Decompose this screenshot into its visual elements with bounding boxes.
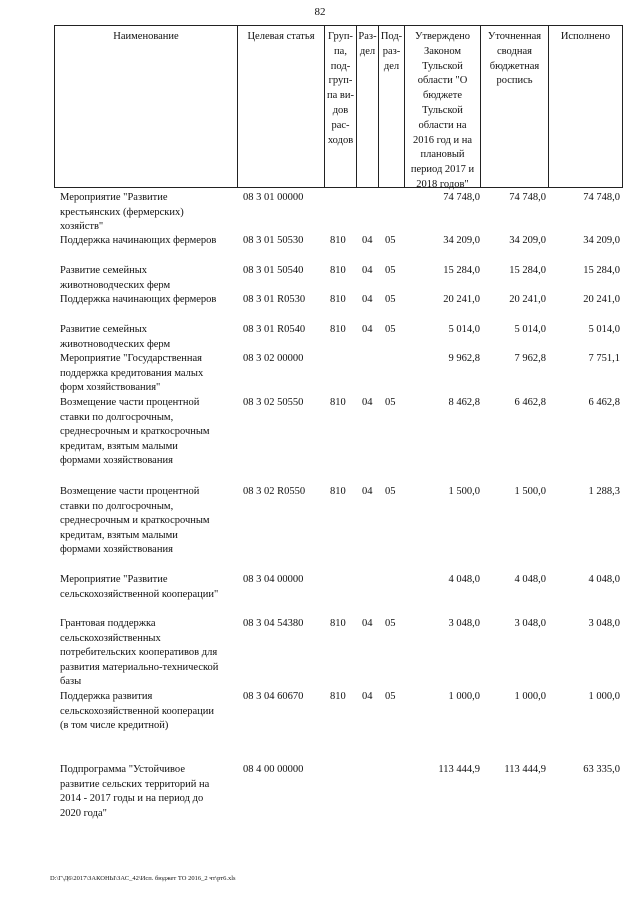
row-executed-amount: 5 014,0: [588, 324, 620, 335]
header-line: Уточненная: [487, 31, 542, 42]
row-name-line: кредитам, взятым малыми: [60, 529, 178, 541]
row-name-line: Поддержка развития: [60, 691, 153, 702]
row-refined-amount: 74 748,0: [509, 192, 546, 203]
row-name-line: Развитие семейных: [60, 324, 148, 335]
row-approved-amount: 15 284,0: [443, 265, 480, 276]
footer-file-path: D:\Г\Д6\2017\ЗАКОНЫ\ЗАС_42\Исп. бюджет ТО 2016_2 чт\рт6.xls: [50, 875, 236, 882]
row-name-line: животноводческих ферм: [60, 279, 171, 291]
row-name-line: Поддержка начинающих фермеров: [60, 294, 217, 305]
row-refined-amount: 113 444,9: [504, 764, 546, 775]
row-approved-amount: 4 048,0: [448, 574, 480, 585]
row-target-code: 08 3 01 50530: [243, 235, 304, 246]
row-name: [60, 293, 240, 308]
row-name: [60, 264, 240, 293]
header-line: Груп-: [328, 31, 353, 42]
row-subsection: 05: [385, 294, 396, 305]
header-name: Наименование: [113, 31, 179, 42]
row-refined-amount: 5 014,0: [514, 324, 546, 335]
row-name-line: Возмещение части процентной: [60, 486, 200, 497]
header-line: Утверждено: [415, 31, 470, 42]
header-line: 2016 год и на: [412, 134, 473, 146]
row-name-line: животноводческих ферм: [60, 338, 171, 350]
row-subsection: 05: [385, 691, 396, 702]
header-line: роспись: [496, 75, 533, 87]
row-target-code: 08 3 01 R0530: [243, 294, 306, 305]
row-executed-amount: 1 288,3: [588, 486, 620, 497]
row-target-code: 08 4 00 00000: [243, 764, 304, 775]
row-refined-amount: 4 048,0: [514, 574, 546, 585]
header-line: дов: [332, 104, 349, 116]
row-name: [60, 485, 240, 558]
row-name-line: потребительских кооперативов для: [60, 647, 218, 659]
row-target-code: 08 3 04 54380: [243, 618, 304, 629]
row-refined-amount: 6 462,8: [514, 397, 546, 408]
row-name-line: Поддержка начинающих фермеров: [60, 235, 217, 246]
row-section: 04: [362, 294, 373, 305]
header-line: па,: [334, 45, 347, 57]
row-executed-amount: 74 748,0: [583, 192, 620, 203]
row-subsection: 05: [385, 265, 396, 276]
header-refined-budget: [481, 30, 548, 89]
row-refined-amount: 20 241,0: [509, 294, 546, 305]
row-target-code: 08 3 01 R0540: [243, 324, 306, 335]
row-name-line: развитие сельских территорий на: [60, 778, 210, 790]
row-expense-group: 810: [330, 397, 346, 408]
row-name: [60, 352, 240, 396]
row-subsection: 05: [385, 618, 396, 629]
row-expense-group: 810: [330, 691, 346, 702]
row-executed-amount: 34 209,0: [583, 235, 620, 246]
row-refined-amount: 15 284,0: [509, 265, 546, 276]
row-name-line: 2014 - 2017 годы и на период до: [60, 793, 204, 805]
row-name-line: сельскохозяйственной кооперации: [60, 705, 215, 717]
row-executed-amount: 7 751,1: [588, 353, 620, 364]
row-name-line: сельскохозяйственных: [60, 632, 161, 644]
header-approved: [405, 30, 480, 193]
row-name-line: хозяйств": [60, 221, 104, 233]
row-name-line: 2020 года": [60, 807, 107, 819]
row-name: [60, 617, 240, 690]
row-name-line: Грантовая поддержка: [60, 618, 156, 629]
row-name-line: Возмещение части процентной: [60, 397, 200, 408]
header-line: Тульской: [422, 104, 463, 116]
row-executed-amount: 3 048,0: [588, 618, 620, 629]
row-name: [60, 396, 240, 469]
row-subsection: 05: [385, 486, 396, 497]
row-target-code: 08 3 02 50550: [243, 397, 304, 408]
row-name-line: крестьянских (фермерских): [60, 206, 184, 218]
row-section: 04: [362, 486, 373, 497]
row-target-code: 08 3 01 00000: [243, 192, 304, 203]
row-section: 04: [362, 324, 373, 335]
row-name: [60, 573, 240, 602]
header-line: бюджете: [422, 90, 463, 102]
header-line: груп-: [328, 75, 353, 87]
row-name-line: Развитие семейных: [60, 265, 148, 276]
header-executed: Исполнено: [560, 31, 611, 42]
page-number: 82: [314, 6, 326, 18]
row-refined-amount: 34 209,0: [509, 235, 546, 246]
row-target-code: 08 3 04 60670: [243, 691, 304, 702]
header-expense-group: [325, 30, 356, 148]
row-target-code: 08 3 02 00000: [243, 353, 304, 364]
header-line: области на: [418, 119, 467, 131]
header-line: плановый: [420, 149, 465, 161]
header-line: под-: [330, 60, 351, 72]
header-line: Раз-: [358, 31, 377, 42]
row-section: 04: [362, 397, 373, 408]
row-name-line: формами хозяйствования: [60, 544, 173, 556]
row-name: [60, 323, 240, 352]
row-name-line: сельскохозяйственной кооперации": [60, 588, 219, 600]
row-executed-amount: 15 284,0: [583, 265, 620, 276]
row-approved-amount: 9 962,8: [448, 353, 480, 364]
header-line: Под-: [380, 31, 403, 42]
row-name-line: Мероприятие "Государственная: [60, 353, 203, 364]
row-refined-amount: 1 000,0: [514, 691, 546, 702]
header-subsection: [379, 30, 404, 74]
row-executed-amount: 63 335,0: [583, 764, 620, 775]
row-name: [60, 234, 240, 249]
row-approved-amount: 74 748,0: [443, 192, 480, 203]
row-name-line: поддержка кредитования малых: [60, 367, 204, 379]
row-approved-amount: 113 444,9: [438, 764, 480, 775]
header-divider: [548, 25, 549, 188]
header-line: Тульской: [422, 60, 463, 72]
row-target-code: 08 3 02 R0550: [243, 486, 306, 497]
row-approved-amount: 5 014,0: [448, 324, 480, 335]
header-line: дел: [359, 45, 376, 57]
row-approved-amount: 34 209,0: [443, 235, 480, 246]
row-name-line: ставки по долгосрочным,: [60, 500, 174, 512]
row-refined-amount: 1 500,0: [514, 486, 546, 497]
row-section: 04: [362, 691, 373, 702]
row-expense-group: 810: [330, 235, 346, 246]
row-approved-amount: 20 241,0: [443, 294, 480, 305]
header-line: бюджетная: [489, 60, 540, 72]
header-line: 2018 годов": [416, 178, 469, 190]
row-name-line: кредитам, взятым малыми: [60, 440, 178, 452]
row-name-line: Мероприятие "Развитие: [60, 192, 168, 203]
row-expense-group: 810: [330, 294, 346, 305]
row-approved-amount: 8 462,8: [448, 397, 480, 408]
header-line: Законом: [423, 45, 462, 57]
row-section: 04: [362, 618, 373, 629]
header-line: дел: [383, 60, 400, 72]
row-name-line: Мероприятие "Развитие: [60, 574, 168, 585]
row-section: 04: [362, 265, 373, 276]
header-line: рас-: [331, 119, 350, 131]
row-refined-amount: 3 048,0: [514, 618, 546, 629]
row-expense-group: 810: [330, 618, 346, 629]
row-subsection: 05: [385, 397, 396, 408]
header-section: [357, 30, 378, 60]
header-target-article: Целевая статья: [247, 31, 315, 42]
row-name-line: ставки по долгосрочным,: [60, 411, 174, 423]
row-executed-amount: 4 048,0: [588, 574, 620, 585]
header-line: сводная: [497, 45, 532, 57]
header-line: ходов: [327, 134, 354, 146]
header-line: па ви-: [327, 90, 354, 102]
row-target-code: 08 3 04 00000: [243, 574, 304, 585]
row-approved-amount: 3 048,0: [448, 618, 480, 629]
row-executed-amount: 20 241,0: [583, 294, 620, 305]
header-line: период 2017 и: [410, 164, 475, 176]
row-approved-amount: 1 000,0: [448, 691, 480, 702]
header-line: раз-: [382, 45, 401, 57]
row-name-line: среднесрочным и краткосрочным: [60, 426, 210, 438]
row-name-line: Подпрограмма "Устойчивое: [60, 764, 185, 775]
header-line: области "О: [417, 75, 468, 87]
row-name-line: форм хозяйствования": [60, 382, 161, 394]
row-executed-amount: 1 000,0: [588, 691, 620, 702]
row-name: [60, 690, 240, 734]
row-expense-group: 810: [330, 486, 346, 497]
row-expense-group: 810: [330, 324, 346, 335]
row-section: 04: [362, 235, 373, 246]
header-divider: [237, 25, 238, 188]
row-subsection: 05: [385, 235, 396, 246]
row-executed-amount: 6 462,8: [588, 397, 620, 408]
row-name: [60, 763, 240, 821]
row-target-code: 08 3 01 50540: [243, 265, 304, 276]
row-name-line: базы: [60, 676, 82, 688]
row-approved-amount: 1 500,0: [448, 486, 480, 497]
row-expense-group: 810: [330, 265, 346, 276]
row-name-line: формами хозяйствования: [60, 455, 173, 467]
row-subsection: 05: [385, 324, 396, 335]
row-name-line: развития материально-технической: [60, 661, 219, 673]
row-name: [60, 191, 240, 235]
row-refined-amount: 7 962,8: [514, 353, 546, 364]
row-name-line: (в том числе кредитной): [60, 720, 169, 732]
row-name-line: среднесрочным и краткосрочным: [60, 515, 210, 527]
